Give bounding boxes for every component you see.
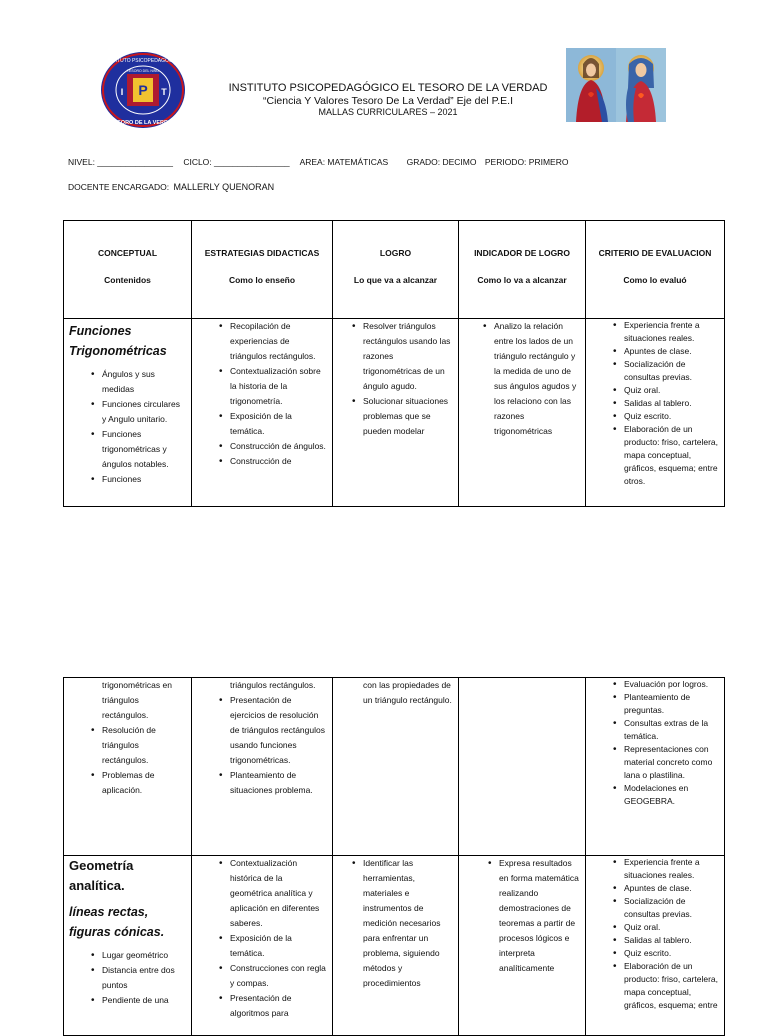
docente-label: DOCENTE ENCARGADO: [68, 182, 170, 192]
indicador-cell [459, 319, 586, 507]
column-header: INDICADOR DE LOGRO Como lo va a alcanzar [459, 221, 586, 319]
list-item: • Experiencia frente a situaciones reales. [624, 856, 720, 882]
document-title: MALLAS CURRICULARES – 2021 [318, 107, 458, 117]
indicador-cell [459, 856, 586, 1036]
list-item: • Lugar geométrico [102, 948, 185, 963]
list-item: triángulos rectángulos. [230, 680, 316, 690]
svg-text:TESORO DEL NIÑO: TESORO DEL NIÑO [126, 69, 160, 73]
list-item: • Exposición de la temática. [230, 409, 326, 439]
grado-field: GRADO: DECIMO [406, 157, 477, 167]
list-item: • Analizo la relación entre los lados de un triángulo rectángulo y la medida de uno de sus ángulos agudos y los relaciono con las razones trigonométricas [494, 319, 579, 439]
list-item: • Resolver triángulos rectángulos usando las razones trigonométricas de un ángulo agudo. [363, 319, 452, 394]
list-item: • Funciones trigonométricas y ángulos notables. [102, 427, 185, 472]
list-item: • Exposición de la temática. [230, 931, 326, 961]
institution-motto: “Ciencia Y Valores Tesoro De La Verdad” Eje del P.E.I [262, 95, 513, 107]
teacher-info-line [68, 182, 282, 192]
list-item: • Quiz escrito. [624, 947, 720, 960]
list-item: • Expresa resultados en forma matemática realizando demostraciones de teoremas a partir de procesos lógicos e interpreta analíticamente [499, 856, 579, 976]
list-item: • Quiz oral. [624, 921, 720, 934]
institution-seal-logo [100, 50, 186, 130]
list-item: • Problemas de aplicación. [102, 768, 185, 798]
indicador-cell [459, 678, 586, 856]
list-item: • Contextualización histórica de la geométrica analítica y aplicación en diferentes saberes. [230, 856, 326, 931]
list-item: con las propiedades de un triángulo rectángulo. [363, 680, 452, 705]
list-item: • Recopilación de experiencias de triángulos rectángulos. [230, 319, 326, 364]
svg-text:INSTITUTO PSICOPEDAGÓGICO: INSTITUTO PSICOPEDAGÓGICO [104, 58, 182, 64]
svg-text:I: I [120, 87, 124, 97]
list-item: • Experiencia frente a situaciones reales. [624, 319, 720, 345]
list-item: • Ángulos y sus medidas [102, 367, 185, 397]
list-item: • Representaciones con material concreto como lana o plastilina. [624, 743, 720, 782]
logro-cell [333, 319, 459, 507]
contenidos-cell [64, 319, 192, 507]
list-item: • Planteamiento de preguntas. [624, 691, 720, 717]
list-item: trigonométricas en triángulos rectángulos. [102, 680, 172, 720]
estrategias-cell [192, 856, 333, 1036]
table-row [64, 856, 725, 1036]
criterio-cell [586, 319, 725, 507]
list-item: • Salidas al tablero. [624, 934, 720, 947]
list-item: • Socialización de consultas previas. [624, 895, 720, 921]
area-field: AREA: MATEMÁTICAS [299, 157, 389, 167]
criterio-cell [586, 856, 725, 1036]
estrategias-cell [192, 319, 333, 507]
list-item: • Pendiente de una [102, 993, 185, 1008]
list-item: • Funciones circulares y Angulo unitario. [102, 397, 185, 427]
periodo-field: PERIODO: PRIMERO [484, 157, 569, 167]
criterio-cell [586, 678, 725, 856]
nivel-field: NIVEL: ________________ [68, 157, 173, 167]
list-item: • Apuntes de clase. [624, 345, 720, 358]
list-item: • Solucionar situaciones problemas que se pueden modelar [363, 394, 452, 439]
curriculum-table-part-1 [63, 220, 725, 507]
list-item: • Socialización de consultas previas. [624, 358, 720, 384]
column-header: ESTRATEGIAS DIDACTICAS Como lo enseño [192, 221, 333, 319]
list-item: • Elaboración de un producto: friso, cartelera, mapa conceptual, gráficos, esquema; entre [624, 960, 720, 1012]
list-item: • Planteamiento de situaciones problema. [230, 768, 326, 798]
column-header: LOGRO Lo que va a alcanzar [333, 221, 459, 319]
list-item: • Resolución de triángulos rectángulos. [102, 723, 185, 768]
list-item: • Evaluación por logros. [624, 678, 720, 691]
ciclo-field: CICLO: ________________ [183, 157, 290, 167]
list-item: • Modelaciones en GEOGEBRA. [624, 782, 720, 808]
list-item: • Funciones [102, 472, 185, 487]
list-item: • Contextualización sobre la historia de la trigonometría. [230, 364, 326, 409]
svg-text:T: T [161, 87, 167, 97]
contenidos-cell [64, 856, 192, 1036]
seal-center-letter: P [138, 82, 148, 98]
list-item: • Salidas al tablero. [624, 397, 720, 410]
table-header-row [64, 221, 725, 319]
list-item: • Construcciones con regla y compas. [230, 961, 326, 991]
column-header: CONCEPTUAL Contenidos [64, 221, 192, 319]
list-item: • Quiz escrito. [624, 410, 720, 423]
table-row [64, 678, 725, 856]
list-item: • Presentación de ejercicios de resolución de triángulos rectángulos usando funciones trigonométricas. [230, 693, 326, 768]
course-info-line [68, 157, 576, 167]
section-subtitle: líneas rectas, figuras cónicas. [69, 905, 165, 939]
list-item: • Apuntes de clase. [624, 882, 720, 895]
list-item: • Construcción de ángulos. [230, 439, 326, 454]
curriculum-table-part-2 [63, 677, 725, 1036]
docente-value: MALLERLY QUENORAN [173, 182, 275, 192]
list-item: • Quiz oral. [624, 384, 720, 397]
contenidos-cell [64, 678, 192, 856]
institution-name: INSTITUTO PSICOPEDAGÓGICO EL TESORO DE LA VERDAD [228, 82, 548, 94]
list-item: • Identificar las herramientas, materiales e instrumentos de medición necesarios para enfrentar un problema, siguiendo métodos y procedimientos [363, 856, 452, 991]
list-item: • Consultas extras de la temática. [624, 717, 720, 743]
logro-cell [333, 678, 459, 856]
column-header: CRITERIO DE EVALUACION Como lo evaluó [586, 221, 725, 319]
list-item: • Presentación de algoritmos para [230, 991, 326, 1021]
logro-cell [333, 856, 459, 1036]
list-item: • Elaboración de un producto: friso, cartelera, mapa conceptual, gráficos, esquema; entre otros. [624, 423, 720, 488]
table-row [64, 319, 725, 507]
list-item: • Construcción de [230, 454, 326, 469]
list-item: • Distancia entre dos puntos [102, 963, 185, 993]
section-title: Geometría analítica. [69, 858, 134, 893]
section-title: Funciones Trigonométricas [69, 324, 167, 358]
svg-text:TESORO DE LA VERDAD: TESORO DE LA VERDAD [110, 120, 176, 126]
estrategias-cell [192, 678, 333, 856]
